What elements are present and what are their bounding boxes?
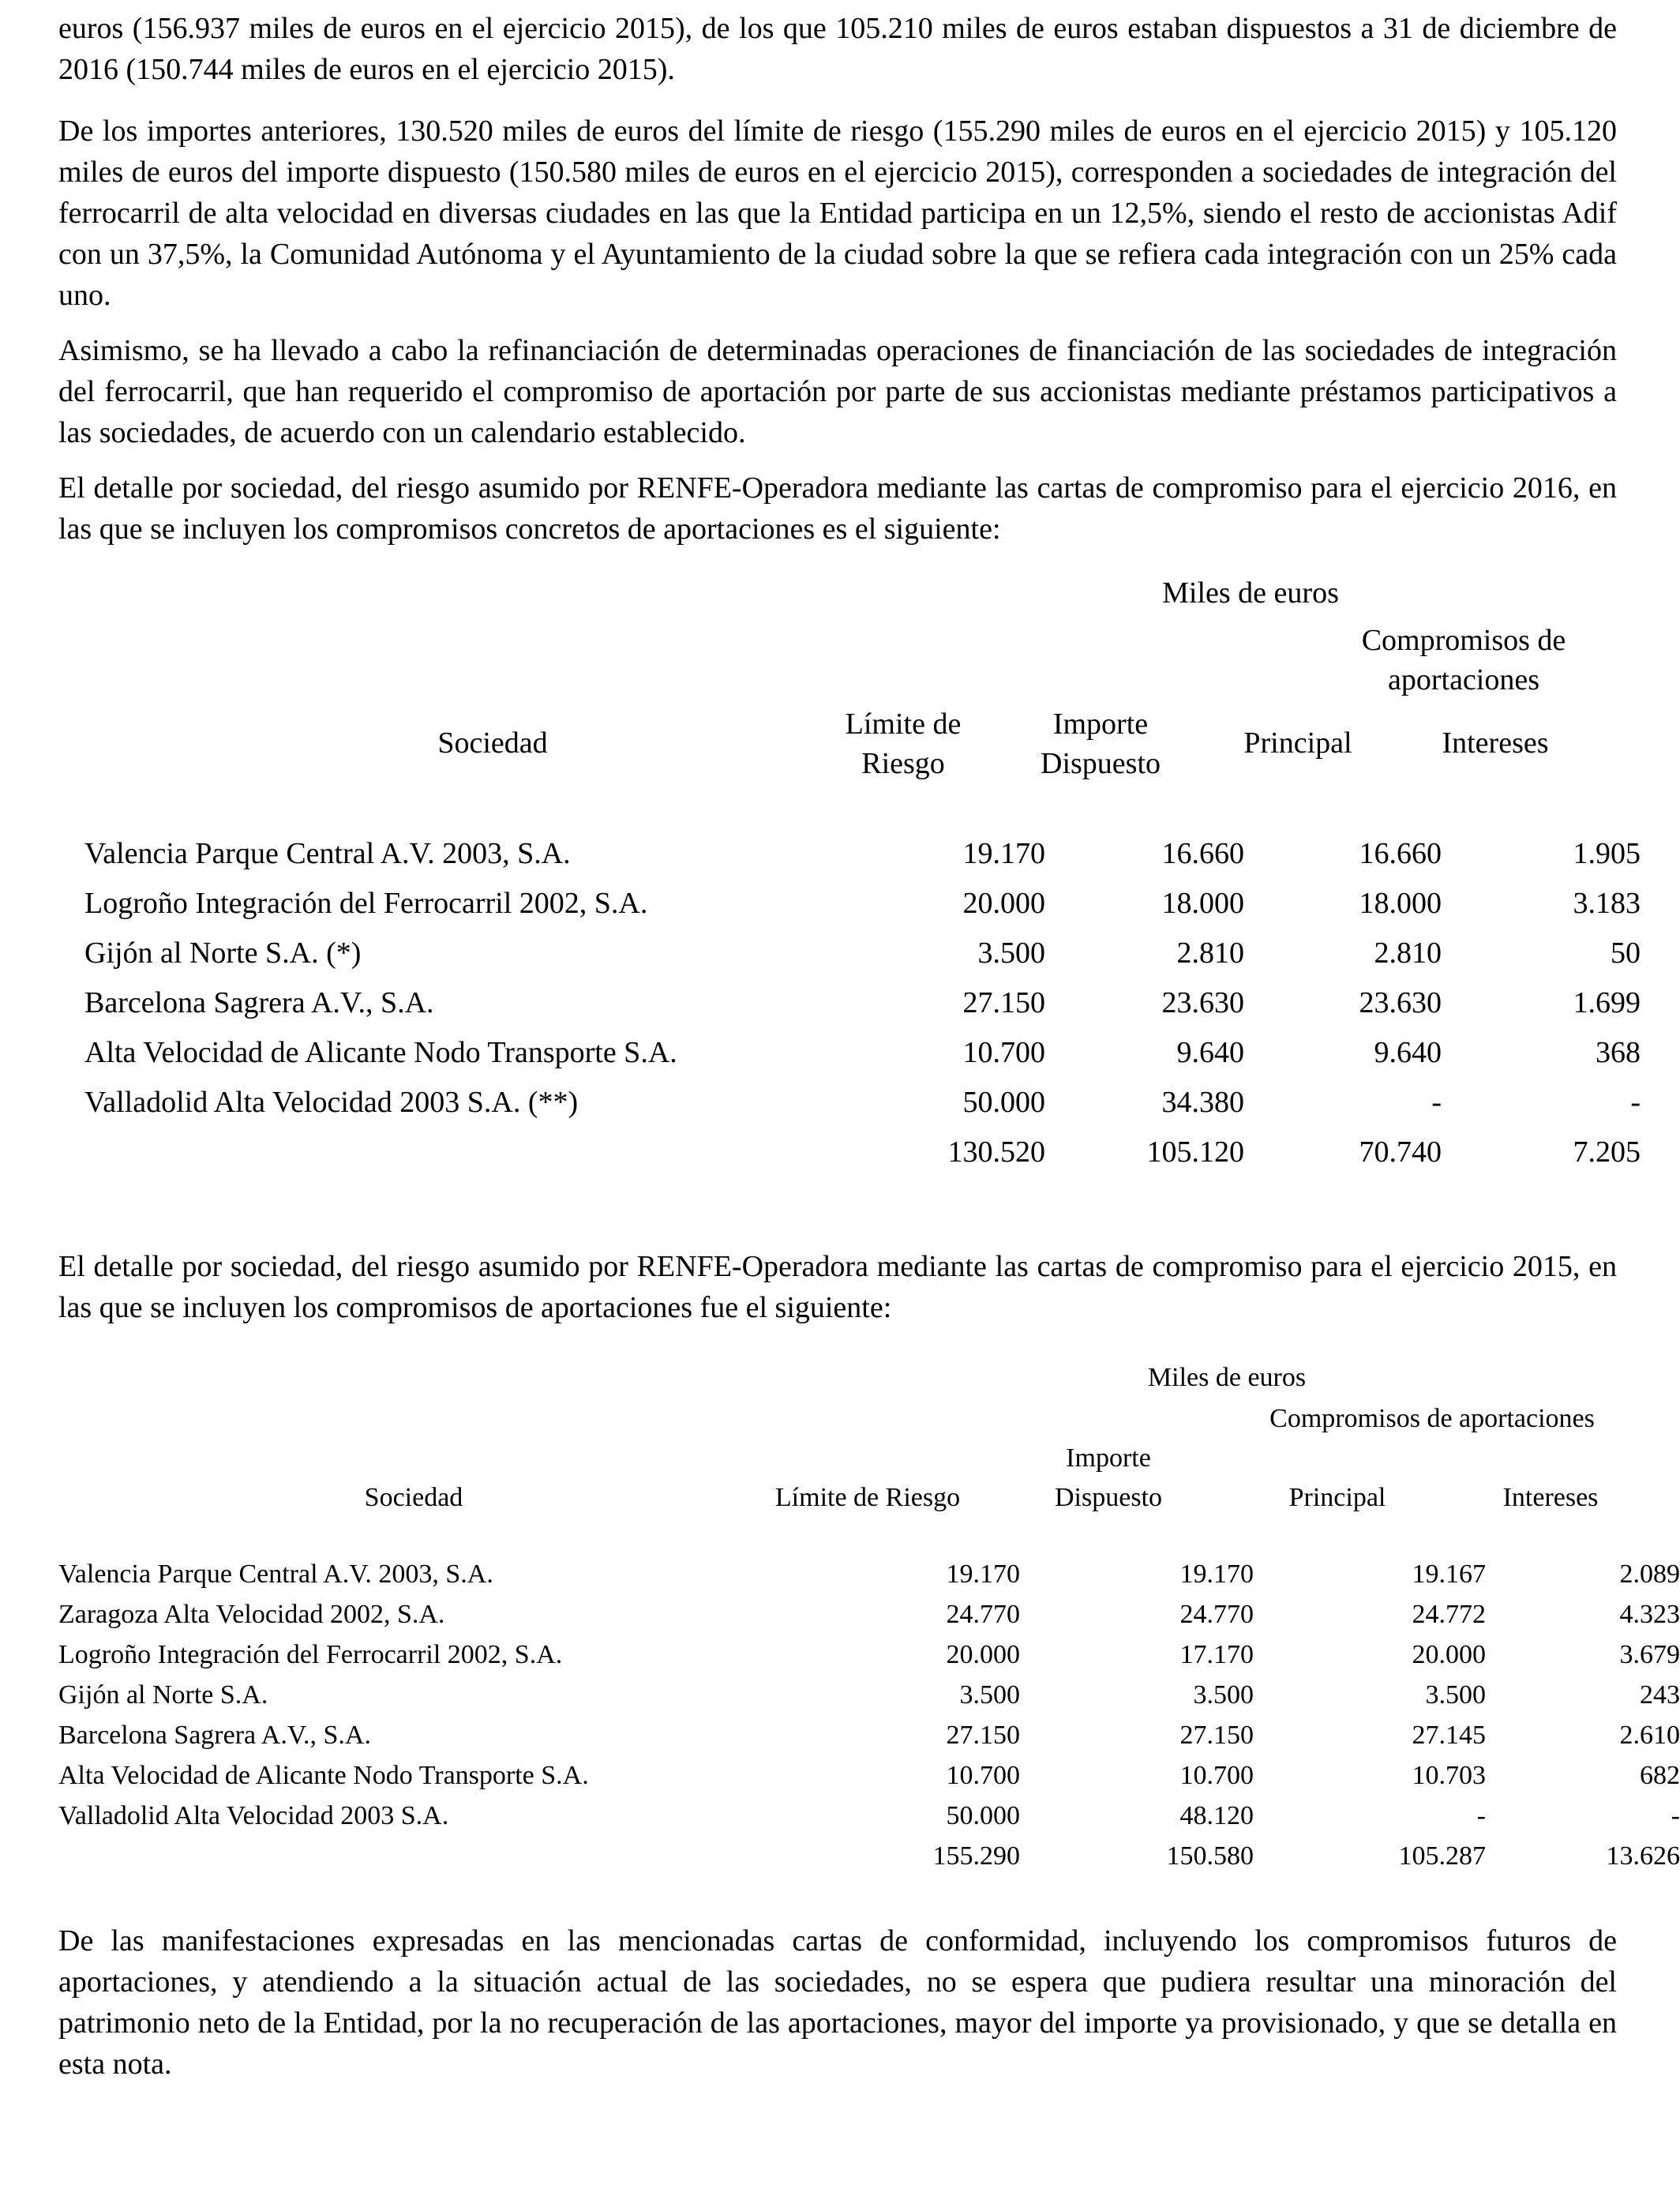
cell-importe: 10.700 xyxy=(1179,1761,1254,1790)
table-row xyxy=(58,1594,1680,1635)
col-header-sociedad: Sociedad xyxy=(437,726,548,760)
cell-limite: 20.000 xyxy=(946,1640,1020,1669)
cell-principal: - xyxy=(1431,1086,1442,1119)
total-limite: 155.290 xyxy=(932,1841,1020,1871)
total-importe: 150.580 xyxy=(1166,1841,1254,1871)
paragraph-2: De los importes anteriores, 130.520 miles de euros del límite de riesgo (155.290 miles de euros en el ejercicio 2015) y 105.120 miles de euros del importe dispuesto (150.580 miles de euros en el ejercicio 2015), corresponden a sociedades de integración del ferrocarril de alta velocidad en diversas ciudades en las que la Entidad participa en un 12,5%, siendo el resto de accionistas Adif con un 37,5%, la Comunidad Autónoma y el Ayuntamiento de la ciudad sobre la que se refiera cada integración con un 25% cada uno. xyxy=(58,114,1617,312)
cell-sociedad: Logroño Integración del Ferrocarril 2002, S.A. xyxy=(58,1640,563,1669)
cell-sociedad: Valladolid Alta Velocidad 2003 S.A. xyxy=(58,1801,449,1830)
cell-limite: 19.170 xyxy=(946,1560,1020,1589)
cell-intereses: - xyxy=(1630,1086,1641,1119)
table-2015-body xyxy=(58,1554,1680,1876)
group-header-line2: aportaciones xyxy=(1387,663,1540,696)
cell-importe: 9.640 xyxy=(1176,1036,1244,1069)
col-header-limite-line1: Límite de xyxy=(845,708,962,741)
cell-principal: 3.500 xyxy=(1425,1680,1486,1710)
total-principal: 70.740 xyxy=(1359,1135,1442,1169)
cell-importe: 17.170 xyxy=(1179,1640,1254,1669)
total-intereses: 13.626 xyxy=(1606,1841,1680,1871)
cell-principal: 16.660 xyxy=(1359,837,1442,870)
cell-limite: 20.000 xyxy=(962,887,1045,920)
paragraph-5: El detalle por sociedad, del riesgo asumido por RENFE-Operadora mediante las cartas de compromiso para el ejercicio 2015, en las que se incluyen los compromisos de aportaciones fue el siguiente: xyxy=(58,1250,1617,1324)
cell-principal: 18.000 xyxy=(1359,887,1442,920)
col-header-intereses: Intereses xyxy=(1442,726,1549,760)
cell-sociedad: Gijón al Norte S.A. (*) xyxy=(84,936,362,970)
col-header-importe-line2: Dispuesto xyxy=(1041,747,1161,780)
col-header-intereses: Intereses xyxy=(1502,1483,1599,1512)
cell-principal: 2.810 xyxy=(1374,936,1442,970)
cell-intereses: 1.699 xyxy=(1573,986,1641,1019)
col-header-importe xyxy=(990,1439,1227,1518)
col-header-importe-line2: Dispuesto xyxy=(1055,1483,1162,1512)
table-2016-body xyxy=(58,829,1641,1177)
cell-intereses: 243 xyxy=(1640,1680,1680,1710)
cell-principal: 9.640 xyxy=(1374,1036,1442,1069)
cell-sociedad: Valencia Parque Central A.V. 2003, S.A. xyxy=(58,1560,493,1589)
paragraph-1: euros (156.937 miles de euros en el ejercicio 2015), de los que 105.210 miles de euros estaban dispuestos a 31 de diciembre de 2016 (150.744 miles de euros en el ejercicio 2015). xyxy=(58,12,1617,86)
group-header xyxy=(1274,621,1653,700)
table-row xyxy=(58,1796,1680,1836)
cell-intereses: 2.610 xyxy=(1619,1721,1680,1750)
cell-sociedad: Gijón al Norte S.A. xyxy=(58,1680,268,1710)
cell-intereses: - xyxy=(1671,1801,1680,1830)
total-limite: 130.520 xyxy=(947,1135,1045,1169)
total-principal: 105.287 xyxy=(1398,1841,1486,1871)
unit-header: Miles de euros xyxy=(1147,1363,1307,1392)
cell-intereses: 1.905 xyxy=(1573,837,1641,870)
cell-principal: 19.167 xyxy=(1412,1560,1486,1589)
cell-limite: 27.150 xyxy=(946,1721,1020,1750)
cell-principal: 24.772 xyxy=(1412,1600,1486,1629)
cell-importe: 34.380 xyxy=(1161,1086,1244,1119)
table-row xyxy=(58,978,1641,1028)
col-header-limite: Límite de Riesgo xyxy=(774,1483,961,1512)
total-intereses: 7.205 xyxy=(1573,1135,1641,1169)
table-row xyxy=(58,1755,1680,1796)
table-row xyxy=(58,1554,1680,1594)
paragraph-4: El detalle por sociedad, del riesgo asumido por RENFE-Operadora mediante las cartas de compromiso para el ejercicio 2016, en las que se incluyen los compromisos concretos de aportaciones es el siguiente: xyxy=(58,471,1617,546)
cell-importe: 2.810 xyxy=(1176,936,1244,970)
col-header-importe-line1: Importe xyxy=(1052,708,1149,741)
cell-sociedad: Barcelona Sagrera A.V., S.A. xyxy=(84,986,434,1019)
cell-importe: 48.120 xyxy=(1179,1801,1254,1830)
cell-intereses: 368 xyxy=(1596,1036,1641,1069)
cell-importe: 27.150 xyxy=(1179,1721,1254,1750)
cell-sociedad: Valladolid Alta Velocidad 2003 S.A. (**) xyxy=(84,1086,579,1119)
table-row xyxy=(58,1028,1641,1078)
col-header-principal: Principal xyxy=(1243,726,1352,760)
cell-sociedad: Barcelona Sagrera A.V., S.A. xyxy=(58,1721,371,1750)
cell-intereses: 682 xyxy=(1640,1761,1680,1790)
cell-sociedad: Logroño Integración del Ferrocarril 2002, S.A. xyxy=(84,887,648,920)
unit-header: Miles de euros xyxy=(1162,576,1339,610)
cell-principal: 27.145 xyxy=(1412,1721,1486,1750)
paragraph-3: Asimismo, se ha llevado a cabo la refinanciación de determinadas operaciones de financiación de las sociedades de integración del ferrocarril, que han requerido el compromiso de aportación por parte de sus accionistas mediante préstamos participativos a las sociedades, de acuerdo con un calendario establecido. xyxy=(58,334,1617,449)
cell-sociedad: Alta Velocidad de Alicante Nodo Transporte S.A. xyxy=(84,1036,677,1069)
cell-limite: 3.500 xyxy=(977,936,1045,970)
cell-importe: 3.500 xyxy=(1193,1680,1254,1710)
col-header-limite-line2: Riesgo xyxy=(861,747,945,780)
table-row xyxy=(58,1078,1641,1128)
cell-limite: 3.500 xyxy=(959,1680,1020,1710)
cell-principal: 10.703 xyxy=(1412,1761,1486,1790)
cell-limite: 27.150 xyxy=(962,986,1045,1019)
cell-importe: 18.000 xyxy=(1161,887,1244,920)
cell-intereses: 4.323 xyxy=(1619,1600,1680,1629)
group-header: Compromisos de aportaciones xyxy=(1269,1404,1595,1433)
table-total-row xyxy=(58,1128,1641,1177)
cell-limite: 10.700 xyxy=(946,1761,1020,1790)
col-header-principal: Principal xyxy=(1288,1483,1386,1512)
cell-intereses: 3.679 xyxy=(1619,1640,1680,1669)
cell-intereses: 2.089 xyxy=(1619,1560,1680,1589)
group-header-line1: Compromisos de xyxy=(1361,624,1566,657)
total-importe: 105.120 xyxy=(1146,1135,1244,1169)
cell-limite: 24.770 xyxy=(946,1600,1020,1629)
cell-intereses: 3.183 xyxy=(1573,887,1641,920)
cell-limite: 50.000 xyxy=(946,1801,1020,1830)
col-header-importe-line1: Importe xyxy=(1066,1443,1151,1473)
table-total-row xyxy=(58,1836,1680,1876)
table-row xyxy=(58,929,1641,978)
cell-intereses: 50 xyxy=(1611,936,1641,970)
cell-limite: 10.700 xyxy=(962,1036,1045,1069)
cell-importe: 16.660 xyxy=(1161,837,1244,870)
cell-sociedad: Valencia Parque Central A.V. 2003, S.A. xyxy=(84,837,571,870)
table-row xyxy=(58,879,1641,929)
cell-sociedad: Alta Velocidad de Alicante Nodo Transporte S.A. xyxy=(58,1761,589,1790)
table-row xyxy=(58,829,1641,879)
col-header-sociedad: Sociedad xyxy=(364,1483,463,1512)
cell-sociedad: Zaragoza Alta Velocidad 2002, S.A. xyxy=(58,1600,445,1629)
cell-importe: 19.170 xyxy=(1179,1560,1254,1589)
table-row xyxy=(58,1675,1680,1715)
cell-principal: 20.000 xyxy=(1412,1640,1486,1669)
paragraph-6: De las manifestaciones expresadas en las mencionadas cartas de conformidad, incluyendo los compromisos futuros de aportaciones, y atendiendo a la situación actual de las sociedades, no se espera que pudiera resultar una minoración del patrimonio neto de la Entidad, por la no recuperación de las aportaciones, mayor del importe ya provisionado, y que se detalla en esta nota. xyxy=(58,1924,1617,2081)
cell-principal: - xyxy=(1476,1801,1486,1830)
cell-limite: 50.000 xyxy=(962,1086,1045,1119)
table-row xyxy=(58,1635,1680,1675)
cell-principal: 23.630 xyxy=(1359,986,1442,1019)
cell-importe: 23.630 xyxy=(1161,986,1244,1019)
cell-importe: 24.770 xyxy=(1179,1600,1254,1629)
cell-limite: 19.170 xyxy=(962,837,1045,870)
table-row xyxy=(58,1715,1680,1755)
